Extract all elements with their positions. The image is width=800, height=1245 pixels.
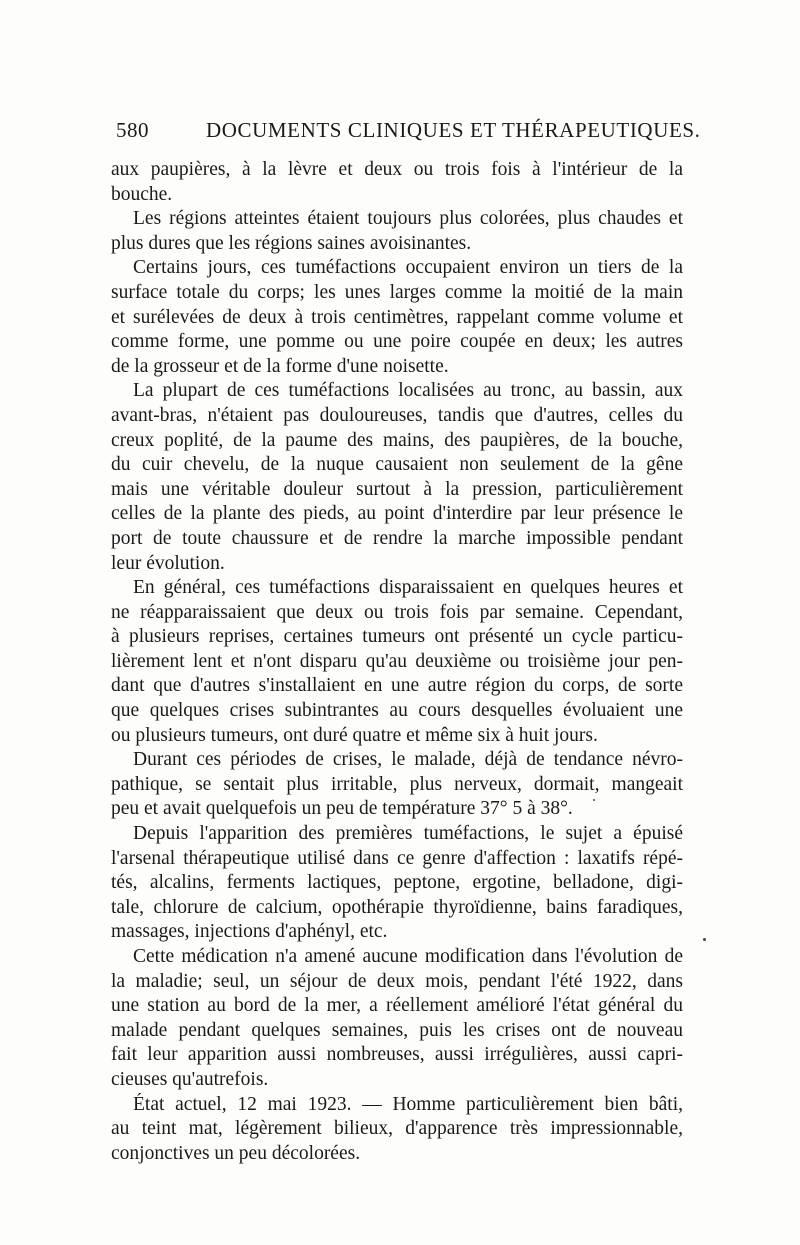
body-text <box>111 158 683 1166</box>
text-line: l'arsenal thérapeutique utilisé dans ce genre d'affection : laxatifs répé- <box>111 847 683 869</box>
page-number: 580 <box>116 118 149 142</box>
text-line: la maladie; seul, un séjour de deux mois, pendant l'été 1922, dans <box>111 970 683 992</box>
text-line: plus dures que les régions saines avoisinantes. <box>111 232 472 254</box>
text-line: malade pendant quelques semaines, puis les crises ont de nouveau <box>111 1019 683 1041</box>
text-line: au teint mat, légèrement bilieux, d'apparence très impressionnable, <box>111 1118 683 1140</box>
text-line: Certains jours, ces tuméfactions occupaient environ un tiers de la <box>133 257 683 279</box>
text-line: du cuir chevelu, de la nuque causaient non seulement de la gêne <box>111 454 683 476</box>
text-line: une station au bord de la mer, a réellement amélioré l'état général du <box>111 995 683 1017</box>
text-line: mais une véritable douleur surtout à la pression, particulièrement <box>111 478 683 500</box>
text-line: de la grosseur et de la forme d'une noisette. <box>111 355 449 377</box>
text-line: conjonctives un peu décolorées. <box>111 1142 361 1164</box>
print-speck <box>703 938 706 941</box>
text-line: surface totale du corps; les unes larges comme la moitié de la main <box>111 281 683 303</box>
text-line: bouche. <box>111 183 173 205</box>
text-line: port de toute chaussure et de rendre la marche impossible pendant <box>111 527 683 549</box>
text-line: massages, injections d'aphényl, etc. <box>111 921 388 943</box>
text-line: lièrement lent et n'ont disparu qu'au deuxième ou troisième jour pen- <box>111 650 683 672</box>
print-speck <box>593 799 595 801</box>
text-line: pathique, se sentait plus irritable, plus nerveux, dormait, mangeait <box>111 773 683 795</box>
text-line: avant-bras, n'étaient pas douloureuses, tandis que d'autres, celles du <box>111 404 683 426</box>
text-line: Durant ces périodes de crises, le malade, déjà de tendance névro- <box>133 749 683 771</box>
text-line: État actuel, 12 mai 1923. — Homme particulièrement bien bâti, <box>133 1093 683 1115</box>
text-line: Les régions atteintes étaient toujours plus colorées, plus chaudes et <box>133 208 683 230</box>
text-line: ou plusieurs tumeurs, ont duré quatre et même six à huit jours. <box>111 724 598 746</box>
text-line: Depuis l'apparition des premières tuméfactions, le sujet a épuisé <box>133 823 683 845</box>
text-line: leur évolution. <box>111 552 225 574</box>
text-line: celles de la plante des pieds, au point d'interdire par leur présence le <box>111 503 683 525</box>
text-line: que quelques crises subintrantes au cours desquelles évoluaient une <box>111 700 683 722</box>
text-line: creux poplité, de la paume des mains, des paupières, de la bouche, <box>111 429 683 451</box>
running-head <box>116 118 701 148</box>
text-line: La plupart de ces tuméfactions localisées au tronc, au bassin, aux <box>133 380 683 402</box>
running-title: DOCUMENTS CLINIQUES ET THÉRAPEUTIQUES. <box>206 118 701 142</box>
text-line: aux paupières, à la lèvre et deux ou trois fois à l'intérieur de la <box>111 159 683 180</box>
text-line: ne réapparaissaient que deux ou trois fois par semaine. Cependant, <box>111 601 683 623</box>
text-line: dant que d'autres s'installaient en une autre région du corps, de sorte <box>111 675 683 697</box>
text-line: et surélevées de deux à trois centimètres, rappelant comme volume et <box>111 306 683 328</box>
text-line: peu et avait quelquefois un peu de température 37° 5 à 38°. <box>111 798 573 820</box>
text-line: cieuses qu'autrefois. <box>111 1068 269 1090</box>
text-line: tale, chlorure de calcium, opothérapie thyroïdienne, bains faradiques, <box>111 896 683 918</box>
text-line: tés, alcalins, ferments lactiques, peptone, ergotine, belladone, digi- <box>111 872 683 894</box>
text-line: En général, ces tuméfactions disparaissaient en quelques heures et <box>133 577 683 599</box>
text-line: à plusieurs reprises, certaines tumeurs ont présenté un cycle particu- <box>111 626 683 648</box>
text-line: fait leur apparition aussi nombreuses, aussi irrégulières, aussi capri- <box>111 1044 683 1066</box>
text-line: Cette médication n'a amené aucune modification dans l'évolution de <box>133 946 683 967</box>
text-line: comme forme, une pomme ou une poire coupée en deux; les autres <box>111 331 683 353</box>
